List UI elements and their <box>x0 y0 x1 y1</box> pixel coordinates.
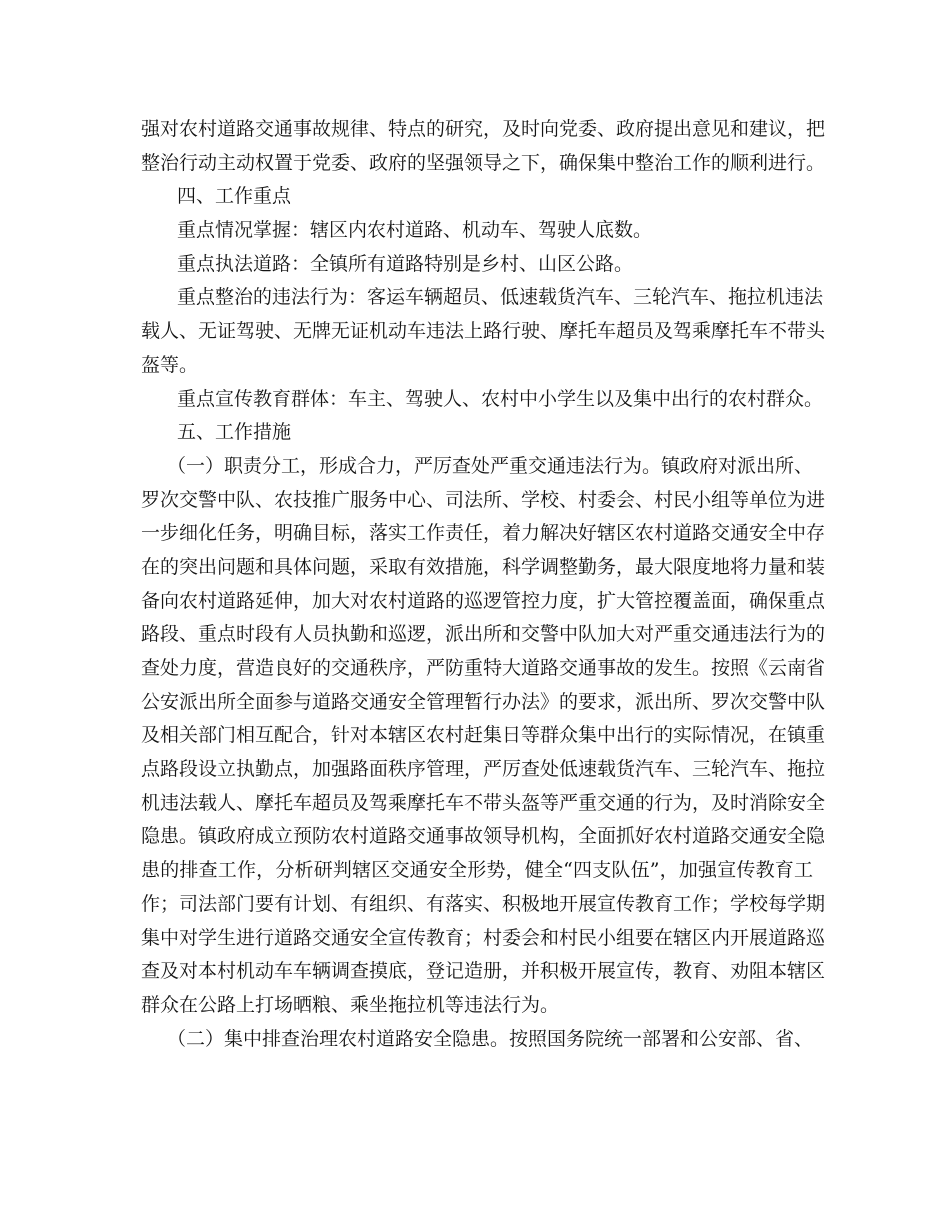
text-line: 机违法载人、摩托车超员及驾乘摩托车不带头盔等严重交通的行为，及时消除安全 <box>141 791 826 814</box>
text-line: 作；司法部门要有计划、有组织、有落实、积极地开展宣传教育工作；学校每学期 <box>141 892 826 915</box>
text-line: 群众在公路上打场晒粮、乘坐拖拉机等违法行为。 <box>141 993 560 1016</box>
text-line: 备向农村道路延伸，加大对农村道路的巡逻管控力度，扩大管控覆盖面，确保重点 <box>141 589 826 612</box>
text-line: 整治行动主动权置于党委、政府的坚强领导之下，确保集中整治工作的顺利进行。 <box>141 151 826 174</box>
text-line: 重点情况掌握：辖区内农村道路、机动车、驾驶人底数。 <box>177 219 653 242</box>
text-line: 一步细化任务，明确目标，落实工作责任，着力解决好辖区农村道路交通安全中存 <box>141 522 826 545</box>
text-line: 强对农村道路交通事故规律、特点的研究，及时向党委、政府提出意见和建议，把 <box>141 118 826 140</box>
section-heading: 五、工作措施 <box>177 421 292 444</box>
section-heading: 四、工作重点 <box>177 185 292 208</box>
text-line: 集中对学生进行道路交通安全宣传教育；村委会和村民小组要在辖区内开展道路巡 <box>141 926 826 949</box>
text-line: 载人、无证驾驶、无牌无证机动车违法上路行驶、摩托车超员及驾乘摩托车不带头 <box>141 320 826 343</box>
text-line: 盔等。 <box>141 353 199 376</box>
text-line: 隐患。镇政府成立预防农村道路交通事故领导机构，全面抓好农村道路交通安全隐 <box>141 825 826 848</box>
text-line: 患的排查工作，分析研判辖区交通安全形势，健全“四支队伍”，加强宣传教育工 <box>141 859 813 882</box>
text-line: 查及对本村机动车车辆调查摸底，登记造册，并积极开展宣传，教育、劝阻本辖区 <box>141 960 826 983</box>
text-line: 及相关部门相互配合，针对本辖区农村赶集日等群众集中出行的实际情况，在镇重 <box>141 724 826 747</box>
text-line: 重点宣传教育群体：车主、驾驶人、农村中小学生以及集中出行的农村群众。 <box>177 387 824 410</box>
document-page <box>141 113 826 1056</box>
text-line: 重点整治的违法行为：客运车辆超员、低速载货汽车、三轮汽车、拖拉机违法 <box>177 286 824 309</box>
text-line: （二）集中排查治理农村道路安全隐患。按照国务院统一部署和公安部、省、 <box>167 1027 814 1050</box>
text-line: 罗次交警中队、农技推广服务中心、司法所、学校、村委会、村民小组等单位为进 <box>141 488 826 511</box>
text-line: 重点执法道路：全镇所有道路特别是乡村、山区公路。 <box>177 252 634 275</box>
text-line: （一）职责分工，形成合力，严厉查处严重交通违法行为。镇政府对派出所、 <box>167 454 814 477</box>
text-line: 在的突出问题和具体问题，采取有效措施，科学调整勤务，最大限度地将力量和装 <box>141 555 826 578</box>
text-line: 查处力度，营造良好的交通秩序，严防重特大道路交通事故的发生。按照《云南省 <box>141 657 826 679</box>
text-line: 路段、重点时段有人员执勤和巡逻，派出所和交警中队加大对严重交通违法行为的 <box>141 623 826 646</box>
text-line: 点路段设立执勤点，加强路面秩序管理，严厉查处低速载货汽车、三轮汽车、拖拉 <box>141 758 826 781</box>
text-line: 公安派出所全面参与道路交通安全管理暂行办法》的要求，派出所、罗次交警中队 <box>141 690 826 713</box>
